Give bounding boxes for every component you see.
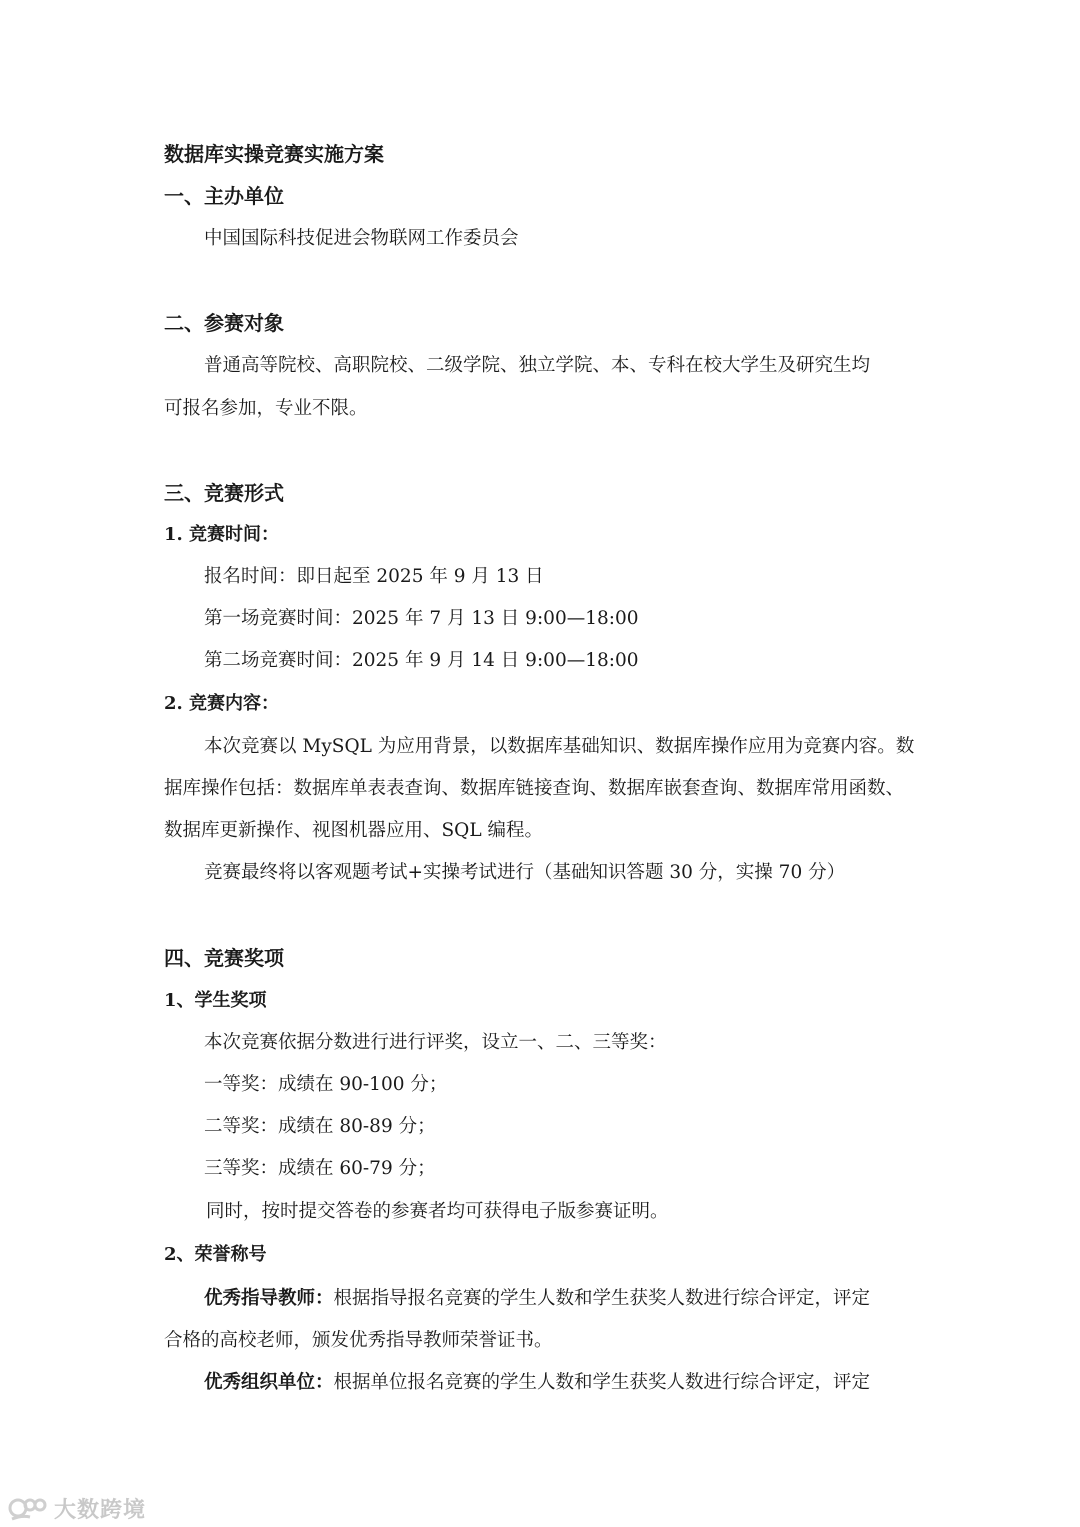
excellent-teacher-label: 优秀指导教师： [204,1288,334,1309]
section-3-subheading-content: 2. 竞赛内容： [164,693,280,714]
logo-icon [8,1493,48,1523]
watermark [8,1490,146,1526]
section-3-subheading-time: 1. 竞赛时间： [164,524,280,545]
section-2-body-line-1: 普通高等院校、高职院校、二级学院、独立学院、本、专科在校大学生及研究生均 [204,355,871,376]
content-line-2: 据库操作包括：数据库单表表查询、数据库链接查询、数据库嵌套查询、数据库常用函数、 [164,778,905,799]
section-3-heading: 三、竞赛形式 [164,481,284,505]
participation-certificate-note: 同时，按时提交答卷的参赛者均可获得电子版参赛证明。 [206,1201,669,1222]
second-round-time: 第二场竞赛时间：2025 年 9 月 14 日 9:00—18:00 [204,650,639,671]
section-2-body-line-2: 可报名参加，专业不限。 [164,398,368,419]
section-4-subheading-student-awards: 1、学生奖项 [164,990,267,1011]
second-prize: 二等奖：成绩在 80-89 分； [204,1116,436,1137]
watermark-text: 大数跨境 [54,1497,147,1523]
excellent-teacher-line-2: 合格的高校老师，颁发优秀指导教师荣誉证书。 [164,1330,553,1351]
excellent-organization-label: 优秀组织单位： [204,1372,334,1393]
excellent-teacher-text: 根据指导报名竞赛的学生人数和学生获奖人数进行综合评定，评定 [333,1288,871,1309]
excellent-organization-text: 根据单位报名竞赛的学生人数和学生获奖人数进行综合评定，评定 [333,1372,871,1393]
section-2-heading: 二、参赛对象 [164,311,284,335]
document-title: 数据库实操竞赛实施方案 [164,142,384,166]
excellent-organization-line-1 [204,1370,870,1396]
content-line-1: 本次竞赛以 MySQL 为应用背景，以数据库基础知识、数据库操作应用为竞赛内容。数 [204,736,915,757]
section-4-subheading-honors: 2、荣誉称号 [164,1244,267,1265]
registration-time: 报名时间：即日起至 2025 年 9 月 13 日 [204,566,544,587]
section-1-body: 中国国际科技促进会物联网工作委员会 [204,228,519,249]
award-intro: 本次竞赛依据分数进行进行评奖，设立一、二、三等奖： [204,1032,667,1053]
third-prize: 三等奖：成绩在 60-79 分； [204,1158,436,1179]
content-line-4: 竞赛最终将以客观题考试+实操考试进行（基础知识答题 30 分，实操 70 分） [204,862,846,883]
first-round-time: 第一场竞赛时间：2025 年 7 月 13 日 9:00—18:00 [204,608,639,629]
excellent-teacher-line-1 [204,1286,870,1312]
section-1-heading: 一、主办单位 [164,184,284,208]
section-4-heading: 四、竞赛奖项 [164,946,284,970]
first-prize: 一等奖：成绩在 90-100 分； [204,1074,448,1095]
content-line-3: 数据库更新操作、视图机器应用、SQL 编程。 [164,820,544,841]
